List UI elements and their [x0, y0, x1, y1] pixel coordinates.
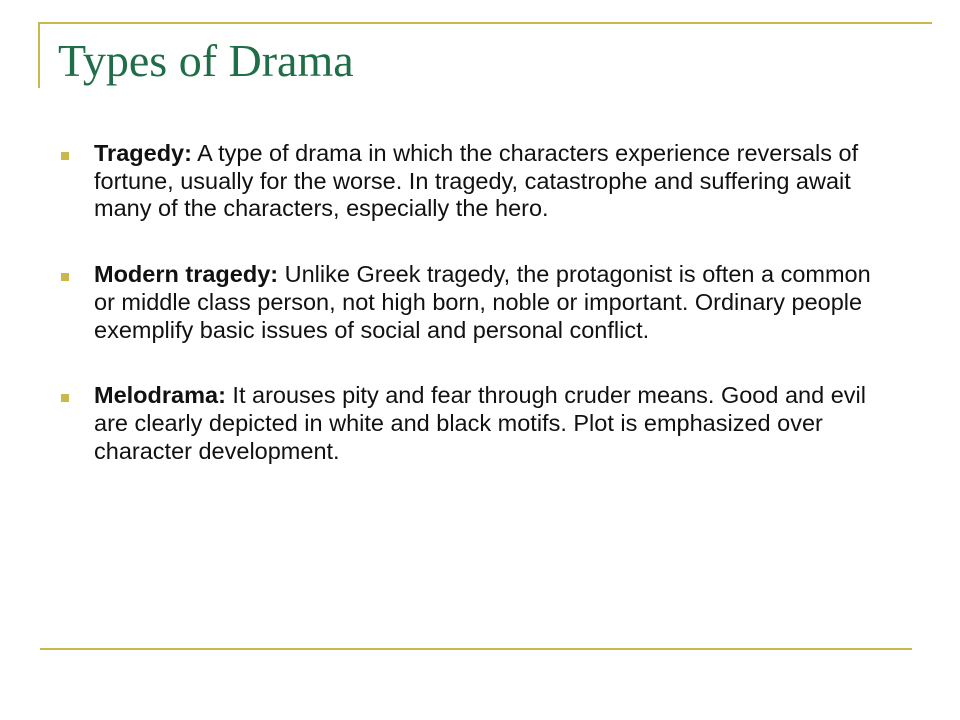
- bottom-rule: [40, 648, 912, 650]
- left-rule: [38, 22, 40, 88]
- bullet-item-tragedy: [60, 140, 880, 223]
- bullet-text: It arouses pity and fear through cruder means. Good and evil are clearly depicted in white and black motifs. Plot is emphasized over character development.: [94, 382, 866, 464]
- bullet-item-melodrama: [60, 382, 880, 465]
- bullet-text: A type of drama in which the characters experience reversals of fortune, usually for the worse. In tragedy, catastrophe and suffering await many of the characters, especially the hero.: [94, 140, 859, 222]
- bullet-list: [60, 140, 880, 503]
- square-bullet-icon: [61, 394, 69, 402]
- bullet-term: Modern tragedy:: [94, 261, 279, 288]
- bullet-term: Melodrama:: [94, 382, 226, 409]
- slide-title: Types of Drama: [58, 35, 354, 86]
- square-bullet-icon: [61, 152, 69, 160]
- square-bullet-icon: [61, 273, 69, 281]
- top-rule: [40, 22, 932, 24]
- bullet-text: Unlike Greek tragedy, the protagonist is often a common or middle class person, not high born, noble or important. Ordinary people exemplify basic issues of social and personal conflict.: [94, 261, 871, 343]
- bullet-term: Tragedy:: [94, 140, 192, 166]
- bullet-item-modern-tragedy: [60, 261, 880, 344]
